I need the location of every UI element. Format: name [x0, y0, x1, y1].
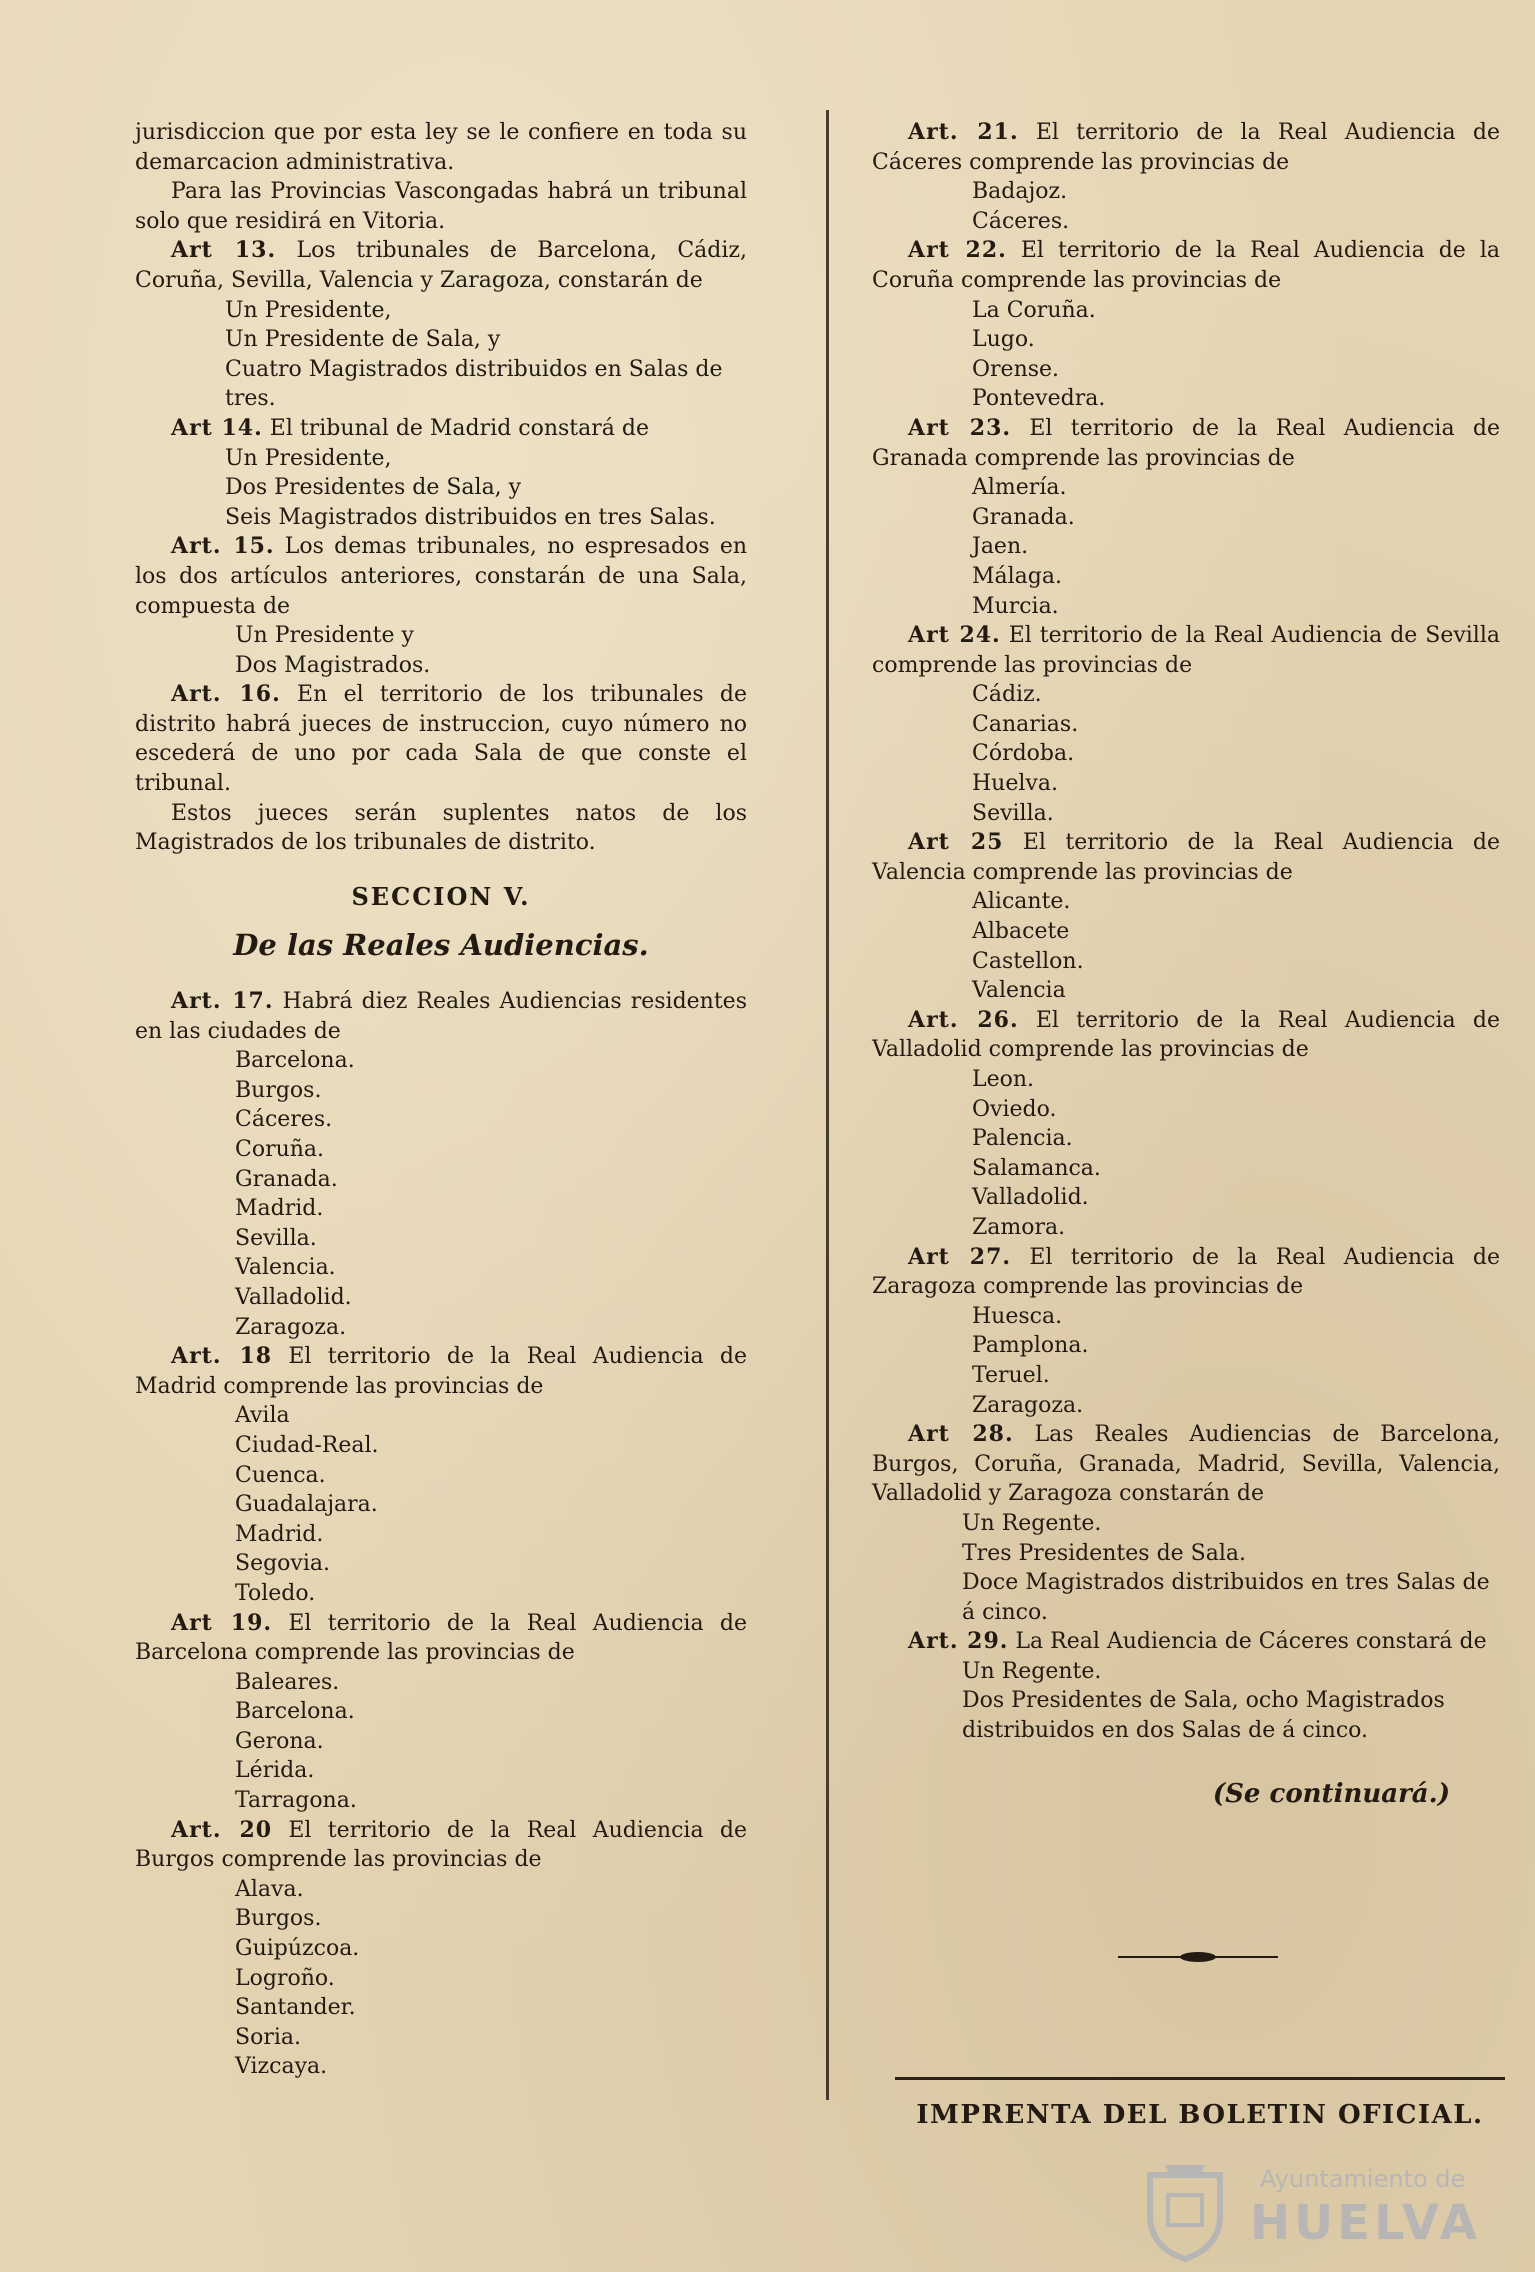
article-22-list: [872, 296, 1500, 414]
list-item: Cáceres.: [972, 208, 1070, 234]
article-19-list: [135, 1668, 747, 1816]
article-text: El territorio de la Real Audiencia de la Coruña comprende las provincias de: [872, 238, 1500, 293]
list-item: Málaga.: [972, 563, 1062, 589]
article-28-list: [872, 1509, 1500, 1627]
article-19: [135, 1609, 747, 1668]
article-26: [872, 1006, 1500, 1065]
crest-icon: [1130, 2155, 1240, 2265]
left-column: [135, 118, 747, 2082]
list-item: Sevilla.: [235, 1225, 317, 1251]
article-number: Art 24.: [908, 622, 1001, 649]
list-item: Orense.: [972, 356, 1060, 382]
list-item: Dos Presidentes de Sala, ocho Magistrados distribuidos en dos Salas de á cinco.: [962, 1688, 1445, 1744]
article-text: El tribunal de Madrid constará de: [269, 415, 649, 441]
article-26-list: [872, 1065, 1500, 1243]
list-item: Lérida.: [235, 1758, 315, 1784]
article-14: [135, 414, 747, 444]
article-20-list: [135, 1875, 747, 2082]
ornament-divider-icon: [1118, 1950, 1278, 1964]
list-item: Salamanca.: [972, 1155, 1101, 1181]
watermark-line-2: HUELVA: [1250, 2195, 1481, 2251]
list-item: Huelva.: [972, 771, 1058, 797]
list-item: Un Regente.: [962, 1658, 1102, 1684]
article-number: Art. 17.: [171, 988, 274, 1015]
article-number: Art. 29.: [908, 1628, 1009, 1655]
list-item: Sevilla.: [972, 800, 1054, 826]
article-29-list: [872, 1657, 1500, 1746]
list-item: Badajoz.: [972, 179, 1068, 205]
list-item: Zaragoza.: [235, 1314, 347, 1340]
article-14-list: [135, 444, 747, 533]
article-22: [872, 236, 1500, 295]
article-number: Art 23.: [908, 414, 1012, 441]
article-15-list: [135, 621, 747, 680]
article-number: Art 27.: [908, 1243, 1012, 1270]
list-item: Zamora.: [972, 1214, 1066, 1240]
list-item: Burgos.: [235, 1077, 322, 1103]
list-item: Soria.: [235, 2024, 301, 2050]
article-text: Los tribunales de Barcelona, Cádiz, Coruña, Sevilla, Valencia y Zaragoza, constarán de: [135, 238, 747, 293]
list-item: Albacete: [972, 919, 1070, 945]
article-text: El territorio de la Real Audiencia de Madrid comprende las provincias de: [135, 1344, 747, 1399]
list-item: Valladolid.: [235, 1284, 352, 1310]
article-text: El territorio de la Real Audiencia de Valencia comprende las provincias de: [872, 830, 1500, 885]
list-item: Segovia.: [235, 1551, 330, 1577]
article-21-list: [872, 177, 1500, 236]
list-item: Logroño.: [235, 1965, 335, 1991]
list-item: Un Presidente de Sala, y: [225, 327, 501, 353]
article-24-list: [872, 680, 1500, 828]
list-item: Dos Magistrados.: [235, 652, 431, 678]
list-item: Vizcaya.: [235, 2054, 328, 2080]
list-item: Un Presidente,: [225, 297, 392, 323]
article-text: El territorio de la Real Audiencia de Sevilla comprende las provincias de: [872, 623, 1500, 678]
article-number: Art. 16.: [171, 681, 281, 708]
article-text: En el territorio de los tribunales de distrito habrá jueces de instruccion, cuyo número no escederá de uno por cada Sala de que conste el tribunal.: [135, 682, 748, 797]
article-number: Art. 21.: [908, 119, 1019, 145]
article-15: [135, 532, 747, 621]
section-subtitle: De las Reales Audiencias.: [233, 928, 649, 963]
list-item: Canarias.: [972, 711, 1079, 737]
list-item: Lugo.: [972, 327, 1035, 353]
list-item: Madrid.: [235, 1196, 324, 1222]
article-24: [872, 621, 1500, 680]
list-item: Valladolid.: [972, 1185, 1089, 1211]
article-text: El territorio de la Real Audiencia de Cáceres comprende las provincias de: [872, 120, 1500, 175]
paragraph-intro: jurisdiccion que por esta ley se le confiere en toda su demarcacion administrativa.: [135, 120, 747, 175]
article-23: [872, 414, 1500, 473]
article-27: [872, 1243, 1500, 1302]
article-17: [135, 987, 747, 1046]
list-item: Cádiz.: [972, 682, 1042, 708]
article-17-list: [135, 1046, 747, 1342]
list-item: Cuenca.: [235, 1462, 326, 1488]
article-text: El territorio de la Real Audiencia de Granada comprende las provincias de: [872, 415, 1500, 471]
article-number: Art. 26.: [908, 1006, 1019, 1033]
list-item: Teruel.: [972, 1362, 1050, 1388]
list-item: Cáceres.: [235, 1107, 333, 1133]
list-item: Gerona.: [235, 1728, 324, 1754]
article-18-list: [135, 1401, 747, 1608]
list-item: Avila: [235, 1403, 290, 1429]
article-13: [135, 236, 747, 295]
list-item: Zaragoza.: [972, 1392, 1084, 1418]
article-16: [135, 680, 747, 798]
continuation-note: (Se continuará.): [1212, 1778, 1450, 1809]
list-item: Valencia: [972, 978, 1066, 1004]
list-item: Granada.: [972, 504, 1075, 530]
article-25: [872, 828, 1500, 887]
article-25-list: [872, 887, 1500, 1005]
list-item: La Coruña.: [972, 297, 1096, 323]
article-29: [872, 1627, 1500, 1657]
article-text: El territorio de la Real Audiencia de Zaragoza comprende las provincias de: [872, 1244, 1500, 1300]
article-number: Art. 18: [171, 1343, 273, 1370]
list-item: Guipúzcoa.: [235, 1936, 360, 1962]
list-item: Toledo.: [235, 1580, 316, 1606]
article-text: La Real Audiencia de Cáceres constará de: [1015, 1629, 1487, 1655]
list-item: Un Regente.: [962, 1510, 1102, 1536]
list-item: Palencia.: [972, 1126, 1073, 1152]
article-13-list: [135, 296, 747, 414]
list-item: Ciudad-Real.: [235, 1432, 379, 1458]
list-item: Tarragona.: [235, 1788, 357, 1814]
list-item: Barcelona.: [235, 1699, 355, 1725]
article-text: El territorio de la Real Audiencia de Valladolid comprende las provincias de: [872, 1007, 1500, 1063]
list-item: Oviedo.: [972, 1096, 1057, 1122]
list-item: Madrid.: [235, 1521, 324, 1547]
paragraph-vascongadas: Para las Provincias Vascongadas habrá un tribunal solo que residirá en Vitoria.: [135, 179, 747, 234]
list-item: Pamplona.: [972, 1333, 1089, 1359]
article-number: Art 19.: [171, 1609, 273, 1636]
list-item: Córdoba.: [972, 741, 1075, 767]
list-item: Coruña.: [235, 1137, 325, 1162]
list-item: Pontevedra.: [972, 386, 1106, 412]
list-item: Castellon.: [972, 948, 1084, 974]
article-23-list: [872, 473, 1500, 621]
article-text: Los demas tribunales, no espresados en los dos artículos anteriores, constarán de una Sala, compuesta de: [135, 534, 748, 619]
article-number: Art. 15.: [171, 533, 275, 560]
paragraph-suplentes: Estos jueces serán suplentes natos de los Magistrados de los tribunales de distrito.: [135, 800, 747, 856]
list-item: Almería.: [972, 475, 1067, 501]
section-title: SECCION V.: [351, 881, 531, 911]
watermark-line-1: Ayuntamiento de: [1260, 2165, 1466, 2193]
list-item: Granada.: [235, 1166, 338, 1192]
list-item: Dos Presidentes de Sala, y: [225, 475, 522, 501]
imprint-line: IMPRENTA DEL BOLETIN OFICIAL.: [916, 2100, 1484, 2130]
article-27-list: [872, 1302, 1500, 1420]
list-item: Seis Magistrados distribuidos en tres Salas.: [225, 504, 716, 530]
list-item: Valencia.: [235, 1255, 336, 1281]
article-text: Las Reales Audiencias de Barcelona, Burgos, Coruña, Granada, Madrid, Sevilla, Valencia, Valladolid y Zaragoza constarán de: [872, 1422, 1500, 1507]
watermark: [1120, 2155, 1500, 2265]
article-text: El territorio de la Real Audiencia de Burgos comprende las provincias de: [135, 1817, 747, 1873]
list-item: Cuatro Magistrados distribuidos en Salas de tres.: [225, 356, 723, 412]
article-20: [135, 1816, 747, 1875]
list-item: Un Presidente,: [225, 445, 392, 471]
article-number: Art 14.: [171, 414, 263, 441]
list-item: Alicante.: [972, 889, 1071, 915]
list-item: Burgos.: [235, 1906, 322, 1932]
list-item: Tres Presidentes de Sala.: [962, 1540, 1247, 1566]
article-number: Art 13.: [171, 237, 277, 264]
list-item: Doce Magistrados distribuidos en tres Salas de á cinco.: [962, 1570, 1490, 1625]
list-item: Huesca.: [972, 1303, 1063, 1329]
article-text: El territorio de la Real Audiencia de Barcelona comprende las provincias de: [135, 1610, 747, 1666]
article-text: Habrá diez Reales Audiencias residentes en las ciudades de: [135, 989, 747, 1044]
footer-rule: [895, 2077, 1505, 2080]
list-item: Guadalajara.: [235, 1492, 378, 1518]
right-column: [872, 118, 1500, 1809]
list-item: Barcelona.: [235, 1048, 355, 1074]
list-item: Alava.: [235, 1876, 304, 1902]
article-number: Art 22.: [908, 237, 1007, 264]
list-item: Santander.: [235, 1995, 356, 2021]
list-item: Leon.: [972, 1067, 1035, 1092]
article-number: Art. 20: [171, 1816, 273, 1843]
article-number: Art 28.: [908, 1421, 1014, 1448]
list-item: Murcia.: [972, 593, 1059, 619]
article-28: [872, 1420, 1500, 1509]
column-divider: [826, 110, 829, 2100]
article-number: Art 25: [908, 829, 1004, 856]
article-21: [872, 118, 1500, 177]
article-18: [135, 1342, 747, 1401]
list-item: Baleares.: [235, 1669, 340, 1695]
list-item: Jaen.: [972, 534, 1029, 560]
list-item: Un Presidente y: [235, 623, 414, 649]
